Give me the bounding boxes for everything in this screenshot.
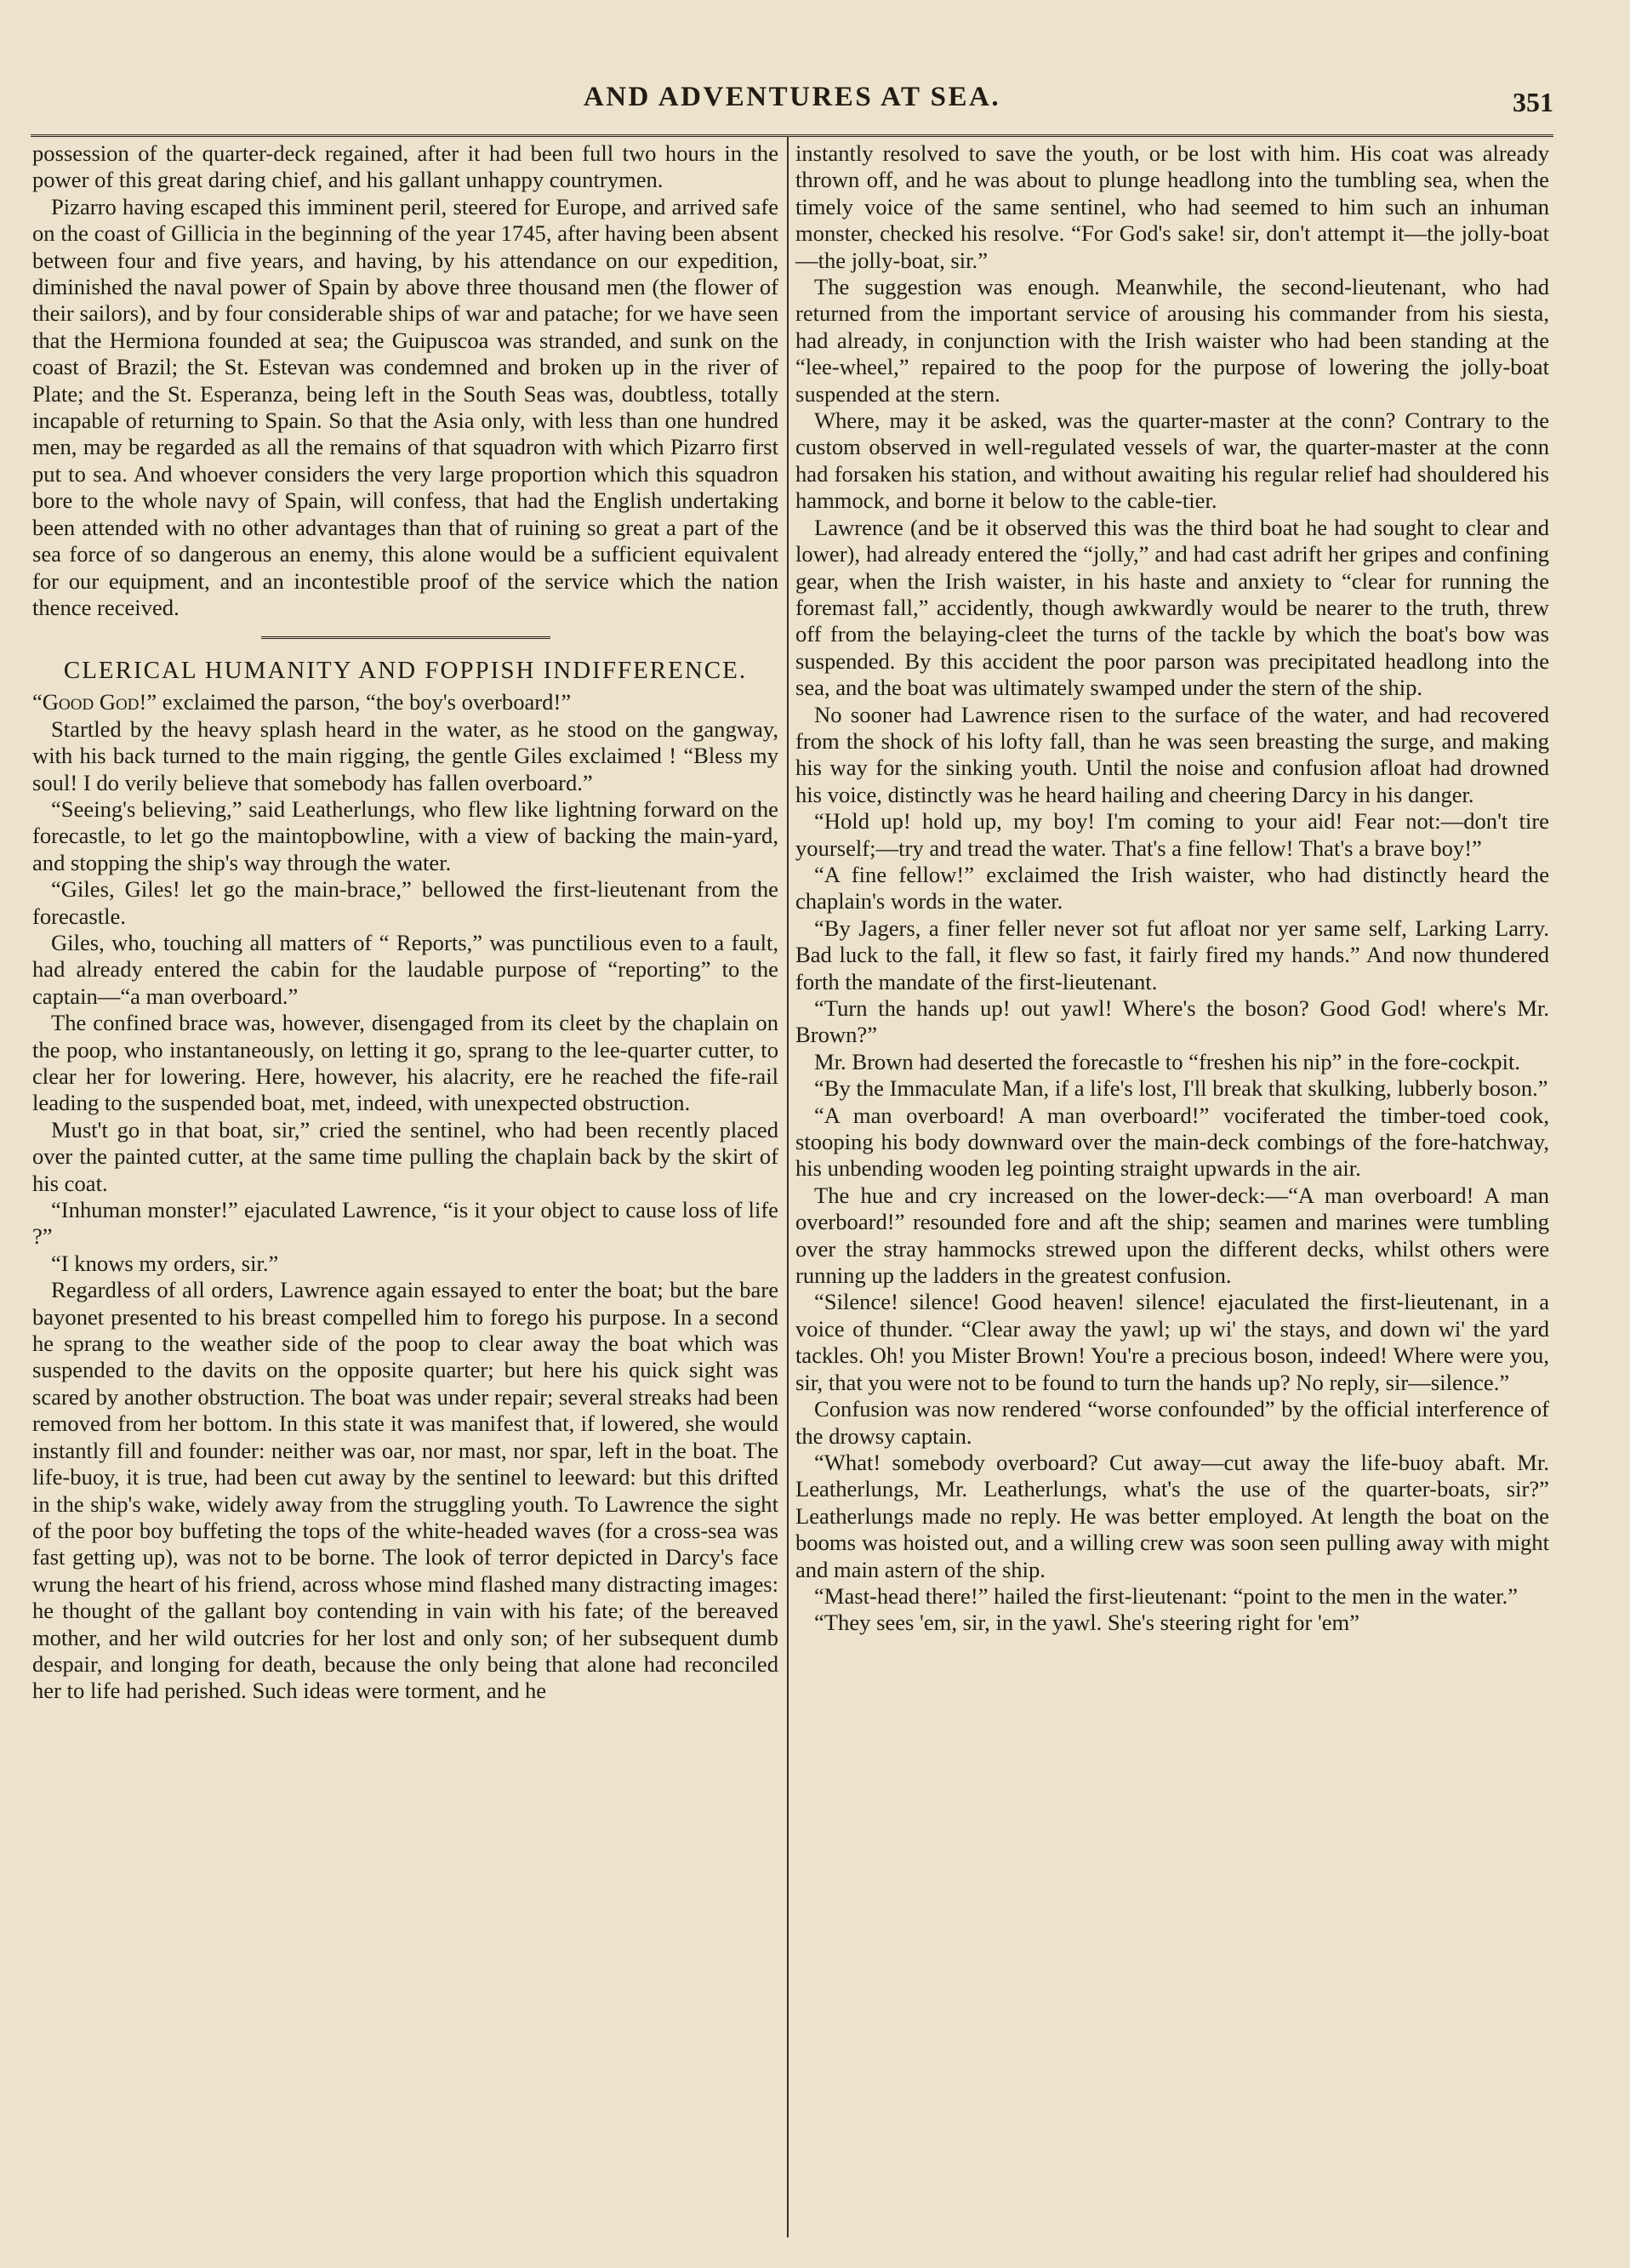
paragraph: “Hold up! hold up, my boy! I'm coming to your aid! Fear not:—don't tire yourself;—try and tread the water. That's a fine fellow! That's a brave boy!” [795,808,1549,861]
paragraph: “Silence! silence! Good heaven! silence! ejaculated the first-lieutenant, in a voice of thunder. “Clear away the yawl; up wi' the stays, and down wi' the yard tackles. Oh! you Mister Brown! You're a precious boson, indeed! Where were you, sir, that you were not to be found to turn the hands up? No reply, sir—silence.” [795,1289,1549,1395]
paragraph: “They sees 'em, sir, in the yawl. She's steering right for 'em” [814,1610,1360,1636]
paragraph: The confined brace was, however, disengaged from its cleet by the chaplain on the poop, who instantaneously, on letting it go, sprang to the lee-quarter cutter, to clear her for lowering. Here, however, his alacrity, ere he reached the fife-rail leading to the suspended boat, met, indeed, with unexpected obstruction. [32,1010,778,1116]
paragraph: possession of the quarter-deck regained, after it had been full two hours in the power of this great daring chief, and his gallant unhappy countrymen. [32,140,778,193]
lead-words: “Good God! [32,689,147,715]
paragraph: “Inhuman monster!” ejaculated Lawrence, “is it your object to cause loss of life ?” [32,1197,778,1250]
paragraph: “A man overboard! A man overboard!” vociferated the timber-toed cook, stooping his body downward over the main-deck combings of the fore-hatchway, his unbending wooden leg pointing straight upwards in the air. [795,1102,1549,1182]
paragraph: “By Jagers, a finer feller never sot fut afloat nor yer same self, Larking Larry. Bad luck to the fall, it flew so fast, it fairly fired my hands.” And now thundered forth the mandate of the first-lieutenant. [795,915,1549,994]
paragraph: “Turn the hands up! out yawl! Where's the boson? Good God! where's Mr. Brown?” [795,995,1549,1048]
paragraph: “Mast-head there!” hailed the first-lieutenant: “point to the men in the water.” [814,1582,1519,1609]
article-heading: CLERICAL HUMANITY AND FOPPISH INDIFFERENCE. [63,657,748,685]
running-head [31,82,1553,121]
left-column [32,140,778,1705]
paragraph: Lawrence (and be it observed this was the third boat he had sought to clear and lower), had already entered the “jolly,” and had cast adrift her gripes and confining gear, when the Irish waister, in his haste and anxiety to “clear for running the foremast fall,” accidently, though awkwardly would be nearer to the truth, threw off from the belaying-cleet the turns of the tackle by which the boat's bow was suspended. By this accident the poor parson was precipitated headlong into the sea, and the boat was ultimately swamped under the stern of the ship. [795,514,1549,701]
paragraph: “By the Immaculate Man, if a life's lost, I'll break that skulking, lubberly boson.” [814,1075,1548,1102]
paragraph: Regardless of all orders, Lawrence again essayed to enter the boat; but the bare bayonet presented to his breast compelled him to forego his purpose. In a second he sprang to the weather side of the poop to clear away the boat which was suspended to the davits on the opposite quarter; but here his quick sight was scared by another obstruction. The boat was under repair; several streaks had been removed from her bottom. In this state it was manifest that, if lowered, she would instantly fill and founder: neither was oar, nor mast, nor spar, left in the boat. The life-buoy, it is true, had been cut away by the sentinel to leeward: but this drifted in the ship's wake, widely away from the struggling youth. To Lawrence the sight of the poor boy buffeting the tops of the white-headed waves (for a cross-sea was fast getting up), was not to be borne. The look of terror depicted in Darcy's face wrung the heart of his friend, across whose mind flashed many distracting images: he thought of the gallant boy contending in vain with his fate; of the bereaved mother, and her wild outcries for her lost and only son; of her subsequent dumb despair, and longing for death, because the only being that alone had reconciled her to life had perished. Such ideas were torment, and he [32,1277,778,1704]
header-rule [31,134,1553,137]
paragraph: The hue and cry increased on the lower-deck:—“A man overboard! A man overboard!” resounded fore and aft the ship; seamen and marines were tumbling over the stray hammocks strewed upon the different decks, whilst others were running up the ladders in the greatest confusion. [795,1182,1549,1289]
paragraph [32,689,778,715]
running-title: AND ADVENTURES AT SEA. [583,82,1001,112]
paragraph: Confusion was now rendered “worse confounded” by the official interference of the drowsy captain. [795,1396,1549,1449]
page-number: 351 [1513,87,1553,117]
column-divider [787,136,789,2237]
paragraph: Mr. Brown had deserted the forecastle to “freshen his nip” in the fore-cockpit. [814,1048,1521,1074]
paragraph: instantly resolved to save the youth, or be lost with him. His coat was already thrown off, and he was about to plunge headlong into the tumbling sea, when the timely voice of the same sentinel, who had seemed to him such an inhuman monster, checked his resolve. “For God's sake! sir, don't attempt it—the jolly-boat—the jolly-boat, sir.” [795,140,1549,273]
paragraph: Giles, who, touching all matters of “ Reports,” was punctilious even to a fault, had already entered the cabin for the laudable purpose of “reporting” to the captain—“a man overboard.” [32,929,778,1009]
paragraph: “Seeing's believing,” said Leatherlungs, who flew like lightning forward on the forecastle, to let go the maintopbowline, with a view of backing the main-yard, and stopping the ship's way through the water. [32,795,778,875]
paragraph: The suggestion was enough. Meanwhile, the second-lieutenant, who had returned from the important service of arousing his commander from his siesta, had already, in conjunction with the Irish waister who had been standing at the “lee-wheel,” repaired to the poop for the purpose of lowering the jolly-boat suspended at the stern. [795,274,1549,407]
right-column [795,140,1549,1637]
paragraph: “Giles, Giles! let go the main-brace,” bellowed the first-lieutenant from the forecastle. [32,876,778,929]
paragraph: Where, may it be asked, was the quarter-master at the conn? Contrary to the custom observed in well-regulated vessels of war, the quarter-master at the conn had forsaken his station, and without awaiting his regular relief had shouldered his hammock, and borne it below to the cable-tier. [795,407,1549,514]
paragraph: Pizarro having escaped this imminent peril, steered for Europe, and arrived safe on the coast of Gillicia in the beginning of the year 1745, after having been absent between four and five years, and having, by his attendance on our expedition, diminished the naval power of Spain by above three thousand men (the flower of their sailors), and by four considerable ships of war and patache; for we have seen that the Hermiona founded at sea; the Guipuscoa was stranded, and sunk on the coast of Brazil; the St. Estevan was condemned and broken up in the river of Plate; and the St. Esperanza, being left in the South Seas was, doubtless, totally incapable of returning to Spain. So that the Asia only, with less than one hundred men, may be regarded as all the remains of that squadron with which Pizarro first put to sea. And whoever considers the very large proportion which this squadron bore to the whole navy of Spain, will confess, that had the English undertaking been attended with no other advantages than that of ruining so great a part of the sea force of so dangerous an enemy, this alone would be a sufficient equivalent for our equipment, and an incontestible proof of the service which the nation thence received. [32,193,778,620]
paragraph: Must't go in that boat, sir,” cried the sentinel, who had been recently placed over the painted cutter, at the same time pulling the chaplain back by the skirt of his coat. [32,1116,778,1196]
section-divider [261,636,550,639]
paragraph-text: ” exclaimed the parson, “the boy's overboard!” [146,689,572,715]
paragraph: Startled by the heavy splash heard in the water, as he stood on the gangway, with his back turned to the main rigging, the gentle Giles exclaimed ! “Bless my soul! I do verily believe that somebody has fallen overboard.” [32,715,778,795]
paragraph: “A fine fellow!” exclaimed the Irish waister, who had distinctly heard the chaplain's words in the water. [795,861,1549,915]
paragraph: “What! somebody overboard? Cut away—cut away the life-buoy abaft. Mr. Leatherlungs, Mr. Leatherlungs, what's the use of the quarter-boats, sir?” Leatherlungs made no reply. He was better employed. At length the boat on the booms was hoisted out, and a willing crew was soon seen pulling away with might and main astern of the ship. [795,1449,1549,1582]
paragraph: No sooner had Lawrence risen to the surface of the water, and had recovered from the shock of his lofty fall, than he was seen breasting the surge, and making his way for the sinking youth. Until the noise and confusion afloat had drowned his voice, distinctly was he heard hailing and cheering Darcy in his danger. [795,701,1549,807]
paragraph: “I knows my orders, sir.” [51,1250,279,1276]
